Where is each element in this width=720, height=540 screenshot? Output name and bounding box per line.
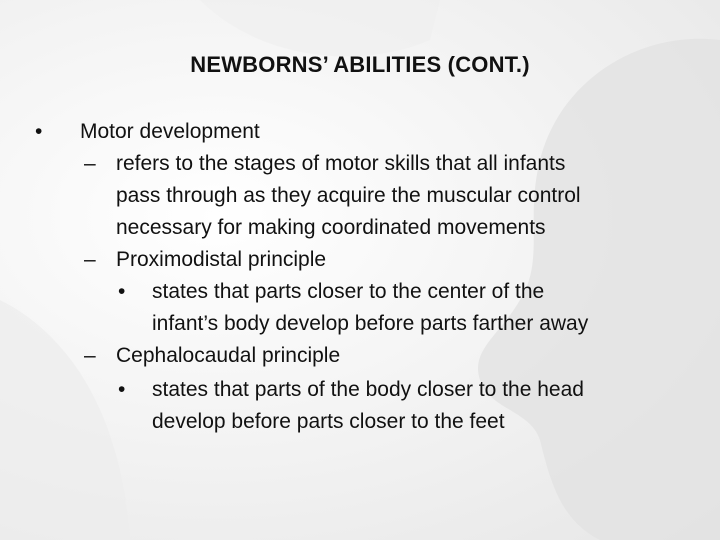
sub1-line-3: necessary for making coordinated movements xyxy=(116,216,546,239)
dash-marker: – xyxy=(84,248,96,271)
sub2-heading: Proximodistal principle xyxy=(116,248,327,271)
bullet-marker: • xyxy=(35,120,43,143)
bullet-marker: • xyxy=(118,378,126,401)
main-point-motor-development: Motor development xyxy=(80,120,260,143)
sub1-line-1: refers to the stages of motor skills that all infants xyxy=(116,152,566,175)
sub3-heading: Cephalocaudal principle xyxy=(116,344,341,367)
bullet-marker: • xyxy=(118,280,126,303)
dash-marker: – xyxy=(84,152,96,175)
sub2-detail-line-2: infant’s body develop before parts farther away xyxy=(152,312,589,335)
sub1-line-2: pass through as they acquire the muscular control xyxy=(116,184,581,207)
sub3-detail-line-2: develop before parts closer to the feet xyxy=(152,410,505,433)
slide-title: NEWBORNS’ ABILITIES (CONT.) xyxy=(190,52,530,77)
sub3-detail-line-1: states that parts of the body closer to the head xyxy=(152,378,584,401)
sub2-detail-line-1: states that parts closer to the center of the xyxy=(152,280,545,303)
dash-marker: – xyxy=(84,344,96,367)
